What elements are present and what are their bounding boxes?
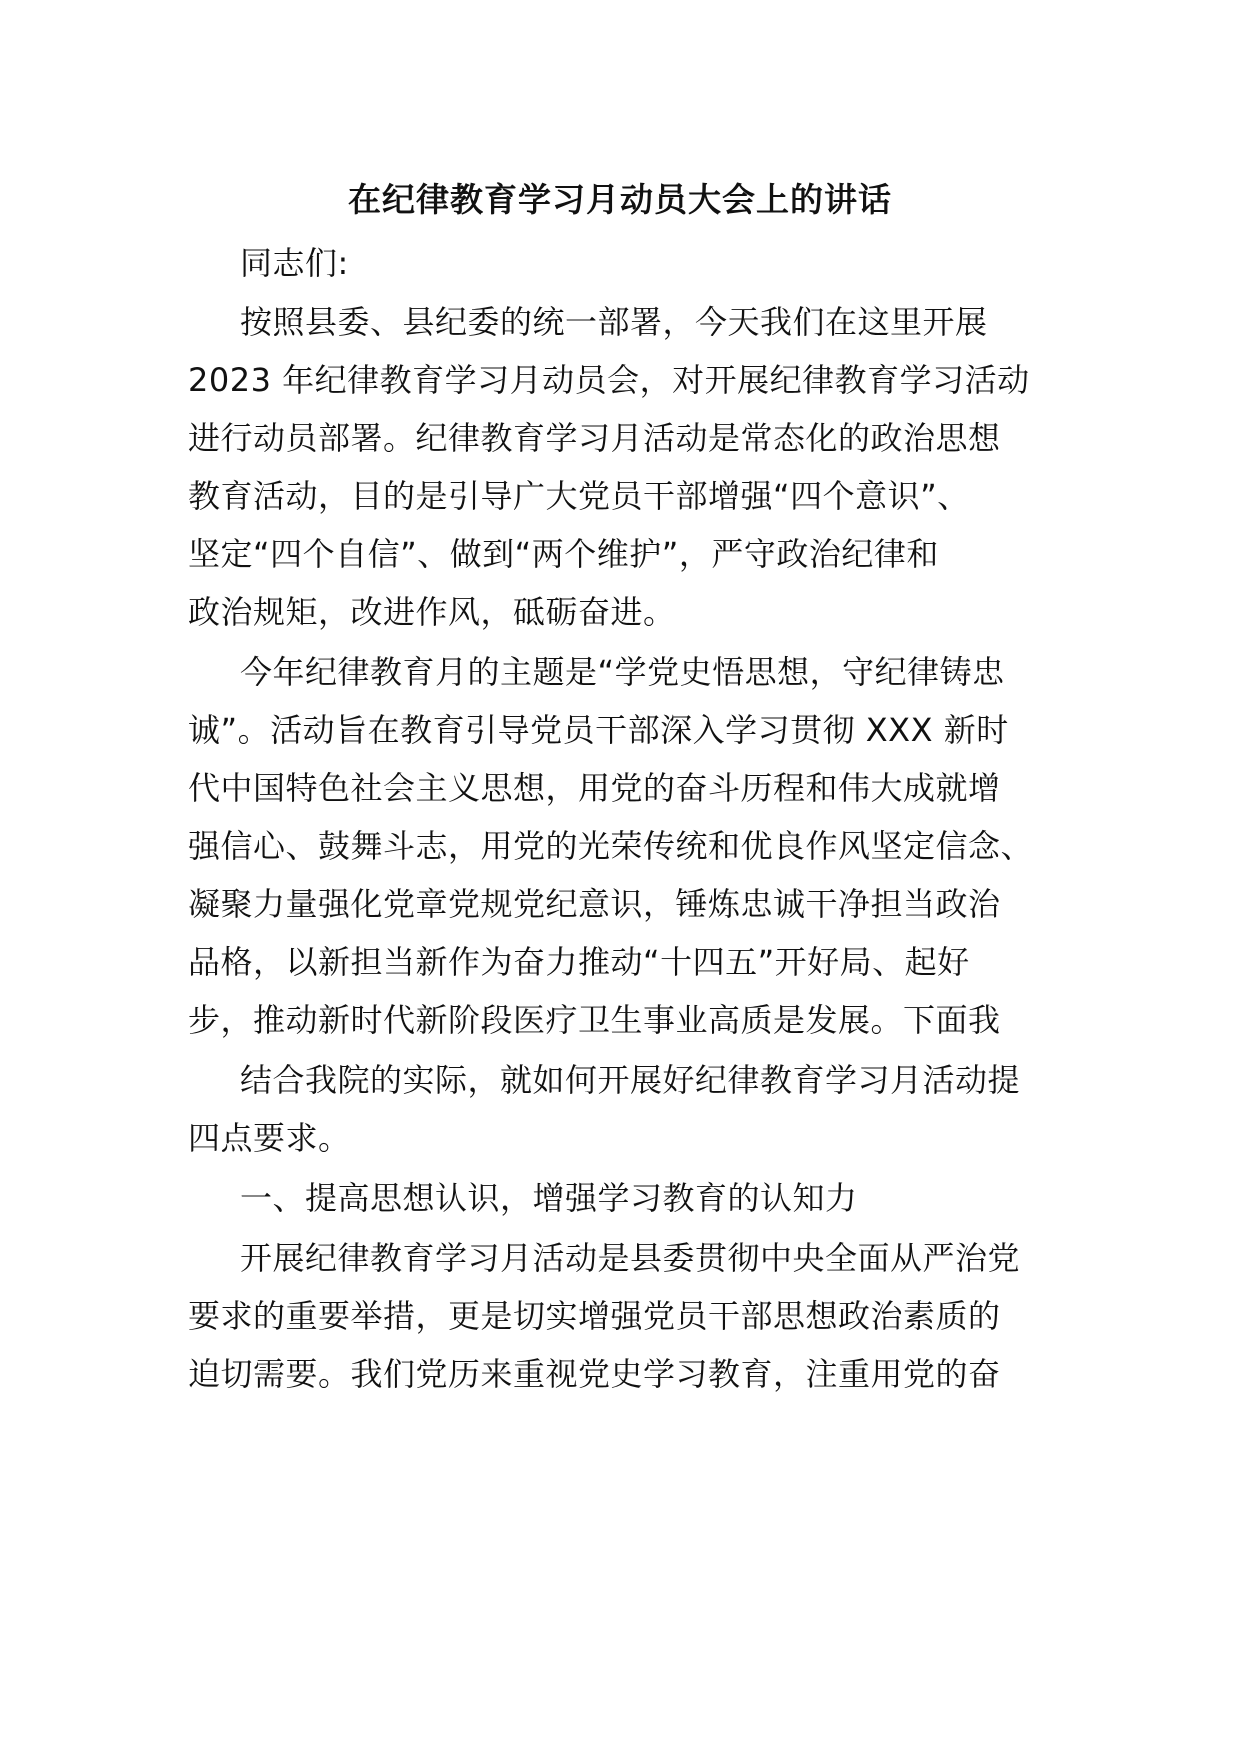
paragraph-line: 诚”。活动旨在教育引导党员干部深入学习贯彻 XXX 新时: [188, 711, 1009, 749]
paragraph-line: 坚定“四个自信”、做到“两个维护”，严守政治纪律和: [188, 535, 939, 573]
paragraph-line: 迫切需要。我们党历来重视党史学习教育，注重用党的奋: [188, 1355, 1001, 1393]
paragraph-line: 代中国特色社会主义思想，用党的奋斗历程和伟大成就增: [188, 769, 1001, 807]
paragraph-line: 2023 年纪律教育学习月动员会，对开展纪律教育学习活动: [188, 361, 1030, 399]
paragraph-line: 凝聚力量强化党章党规党纪意识，锤炼忠诚干净担当政治: [188, 885, 1001, 923]
paragraph-line: 结合我院的实际，就如何开展好纪律教育学习月活动提: [240, 1061, 1021, 1099]
document-title: 在纪律教育学习月动员大会上的讲话: [348, 180, 892, 219]
paragraph-line: 强信心、鼓舞斗志，用党的光荣传统和优良作风坚定信念、: [188, 827, 1034, 865]
paragraph-line: 要求的重要举措，更是切实增强党员干部思想政治素质的: [188, 1297, 1001, 1335]
paragraph-line: 今年纪律教育月的主题是“学党史悟思想，守纪律铸忠: [240, 653, 1005, 691]
section-heading: 一、提高思想认识，增强学习教育的认知力: [240, 1179, 858, 1217]
paragraph-line: 进行动员部署。纪律教育学习月活动是常态化的政治思想: [188, 419, 1001, 457]
paragraph-line: 教育活动，目的是引导广大党员干部增强“四个意识”、: [188, 477, 970, 515]
paragraph-line: 政治规矩，改进作风，砥砺奋进。: [188, 593, 676, 631]
paragraph-line: 品格，以新担当新作为奋力推动“十四五”开好局、起好: [188, 943, 970, 981]
paragraph-line: 开展纪律教育学习月活动是县委贯彻中央全面从严治党: [240, 1239, 1021, 1277]
paragraph-line: 四点要求。: [188, 1119, 351, 1157]
paragraph-line: 按照县委、县纪委的统一部署，今天我们在这里开展: [240, 303, 988, 341]
salutation: 同志们:: [240, 244, 349, 282]
paragraph-line: 步，推动新时代新阶段医疗卫生事业高质是发展。下面我: [188, 1001, 1001, 1039]
